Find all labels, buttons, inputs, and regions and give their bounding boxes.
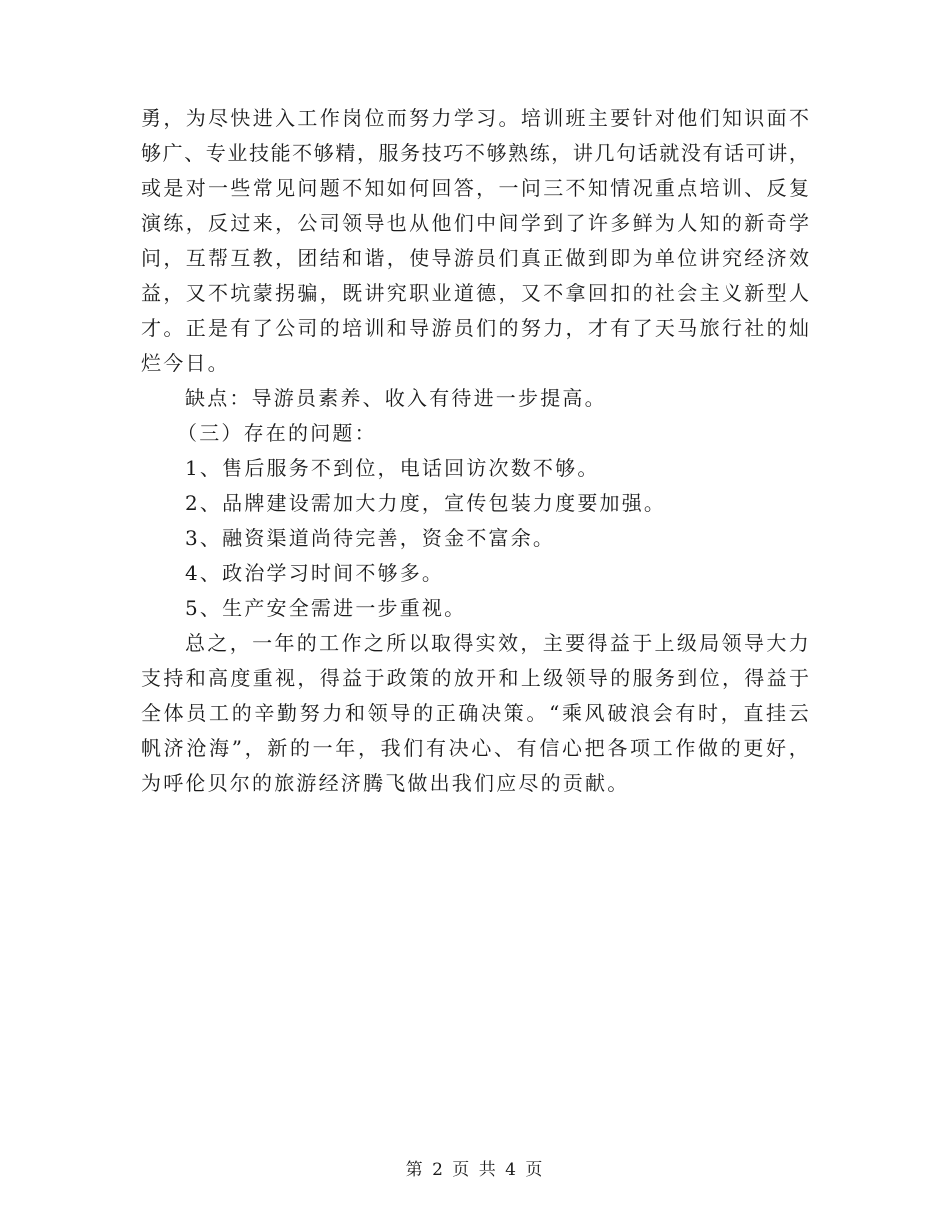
- paragraph-line: 够 广 、 专 业 技 能 不 够 精 ， 服 务 技 巧 不 够 熟 练 ， 讲 几 句 话 就 没 有 话 可 讲 ，: [141, 141, 809, 165]
- paragraph-line: 或 是 对 一 些 常 见 问 题 不 知 如 何 回 答 ， 一 问 三 不 知 情 况 重 点 培 训 、 反 复: [141, 176, 809, 200]
- paragraph-line: 勇 ， 为 尽 快 进 入 工 作 岗 位 而 努 力 学 习 。 培 训 班 主 要 针 对 他 们 知 识 面 不: [141, 106, 809, 130]
- paragraph-line-last: 烂今日。: [141, 351, 230, 375]
- paragraph-line: 总 之 ， 一 年 的 工 作 之 所 以 取 得 实 效 ， 主 要 得 益 于 上 级 局 领 导 大 力: [185, 631, 809, 655]
- document-body: [141, 101, 809, 801]
- paragraph-line: 问 ， 互 帮 互 教 ， 团 结 和 谐 ， 使 导 游 员 们 真 正 做 到 即 为 单 位 讲 究 经 济 效: [141, 246, 809, 270]
- list-item: 5、生产安全需进一步重视。: [185, 596, 467, 620]
- page-number: 第 2 页 共 4 页: [405, 1160, 545, 1180]
- paragraph-line: 益 ， 又 不 坑 蒙 拐 骗 ， 既 讲 究 职 业 道 德 ， 又 不 拿 回 扣 的 社 会 主 义 新 型 人: [141, 281, 809, 305]
- section-heading: （三）存在的问题：: [177, 421, 377, 445]
- paragraph-line: 支 持 和 高 度 重 视 ， 得 益 于 政 策 的 放 开 和 上 级 领 导 的 服 务 到 位 ， 得 益 于: [141, 666, 809, 690]
- list-item: 4、政治学习时间不够多。: [185, 561, 445, 585]
- paragraph-line: 演 练 ， 反 过 来 ， 公 司 领 导 也 从 他 们 中 间 学 到 了 许 多 鲜 为 人 知 的 新 奇 学: [141, 211, 809, 235]
- problem-list: [141, 451, 809, 626]
- shortcoming-text: 缺点：导游员素养、收入有待进一步提高。: [185, 386, 607, 410]
- list-item: 1、售后服务不到位，电话回访次数不够。: [185, 456, 600, 480]
- paragraph-line: 全 体 员 工 的 辛 勤 努 力 和 领 导 的 正 确 决 策 。 “ 乘 风 破 浪 会 有 时 ， 直 挂 云: [141, 701, 809, 725]
- paragraph-line-last: 为呼伦贝尔的旅游经济腾飞做出我们应尽的贡献。: [141, 771, 630, 795]
- paragraph-training: [141, 101, 809, 381]
- paragraph-line: 才 。 正 是 有 了 公 司 的 培 训 和 导 游 员 们 的 努 力 ， 才 有 了 天 马 旅 行 社 的 灿: [141, 316, 809, 340]
- list-item: 2、品牌建设需加大力度，宣传包装力度要加强。: [185, 491, 667, 515]
- paragraph-line: 帆 济 沧 海 ” ， 新 的 一 年 ， 我 们 有 决 心 、 有 信 心 把 各 项 工 作 做 的 更 好 ，: [141, 736, 809, 760]
- paragraph-conclusion: [141, 626, 809, 801]
- list-item: 3、融资渠道尚待完善，资金不富余。: [185, 526, 556, 550]
